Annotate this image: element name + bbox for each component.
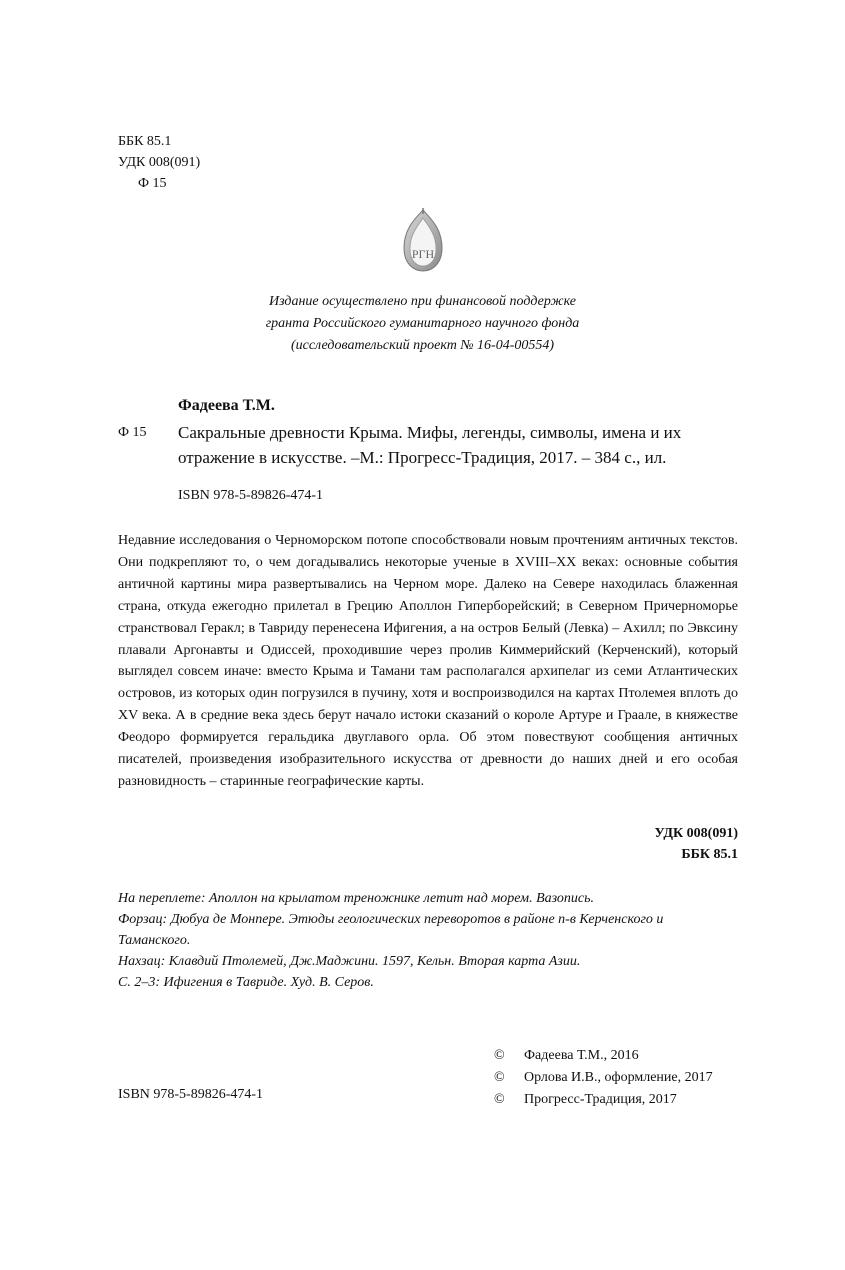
credit-pages: С. 2–3: Ифигения в Тавриде. Худ. В. Серов.	[118, 975, 374, 990]
credit-cover: На переплете: Аполлон на крылатом треножнике летит над морем. Вазопись.	[118, 891, 594, 906]
copyright-block	[494, 1045, 713, 1111]
logo-text: РГН	[411, 247, 435, 261]
annotation	[118, 530, 738, 793]
publisher-logo	[396, 208, 450, 278]
udk-code: УДК 008(091)	[118, 155, 201, 170]
copyright-symbol: ©	[494, 1092, 505, 1107]
funding-line-2: гранта Российского гуманитарного научного фонда	[265, 316, 580, 331]
classification-codes-right	[540, 823, 738, 865]
copyright-text: Фадеева Т.М., 2016	[524, 1048, 639, 1063]
credit-endpaper-back: Нахзац: Клавдий Птолемей, Дж.Маджини. 1597, Кельн. Вторая карта Азии.	[118, 954, 581, 969]
copyright-row	[494, 1067, 713, 1089]
funding-line-1: Издание осуществлено при финансовой поддержке	[269, 294, 576, 309]
classification-codes-top	[118, 131, 200, 194]
bibliography-mark: Ф 15	[118, 425, 147, 440]
bbk-code: ББК 85.1	[118, 134, 172, 149]
copyright-symbol: ©	[494, 1070, 505, 1085]
author-name: Фадеева Т.М.	[178, 397, 275, 414]
isbn-top: ISBN 978-5-89826-474-1	[178, 488, 324, 503]
annotation-text: Недавние исследования о Черноморском потопе способствовали новым прочтениям античных текстов. Они подкрепляют то, о чем догадывались некоторые ученые в XVIII–XX веках: основные события античной картины мира развертывались на Черном море. Далеко на Севере находилась блаженная страна, откуда ежегодно прилетал в Грецию Аполлон Гиперборейский; в Северном Причерноморье странствовал Геракл; в Тавриду перенесена Ифигения, а на остров Белый (Левка) – Ахилл; по Эвксину плавали Аргонавты и Одиссей, проходившие через пролив Киммерийский (Керченский), который выглядел совсем иначе: вместо Крыма и Тамани там располагался архипелаг из семи Атлантических островов, из которых один погрузился в пучину, хотя и воспроизводился на картах Птолемея вплоть до XV века. А в средние века здесь берут начало истоки сказаний о короле Артуре и Граале, в княжестве Феодоро формируется геральдика двуглавого орла. Об этом повествуют сообщения античных писателей, произведения изобразительного искусства от древности до наших дней и его особая разновидность – старинные географические карты.	[118, 533, 738, 789]
copyright-text: Прогресс-Традиция, 2017	[524, 1092, 677, 1107]
copyright-row	[494, 1045, 713, 1067]
bibliographic-description: Сакральные древности Крыма. Мифы, легенды, символы, имена и их отражение в искусстве. –М.: Прогресс-Традиция, 2017. – 384 с., ил.	[178, 423, 682, 467]
credit-endpaper-front: Форзац: Дюбуа де Монпере. Этюды геологических переворотов в районе п-в Керченского и Таманского.	[118, 912, 664, 948]
illustration-credits	[118, 888, 738, 993]
udk-code-right: УДК 008(091)	[654, 826, 738, 841]
funding-note	[160, 291, 685, 357]
isbn-bottom: ISBN 978-5-89826-474-1	[118, 1087, 264, 1102]
funding-line-3: (исследовательский проект № 16-04-00554)	[290, 338, 555, 353]
copyright-symbol: ©	[494, 1048, 505, 1063]
copyright-row	[494, 1089, 713, 1111]
bbk-code-right: ББК 85.1	[681, 847, 738, 862]
author-mark: Ф 15	[138, 176, 167, 191]
rgnf-logo-icon	[396, 208, 450, 278]
copyright-text: Орлова И.В., оформление, 2017	[524, 1070, 713, 1085]
